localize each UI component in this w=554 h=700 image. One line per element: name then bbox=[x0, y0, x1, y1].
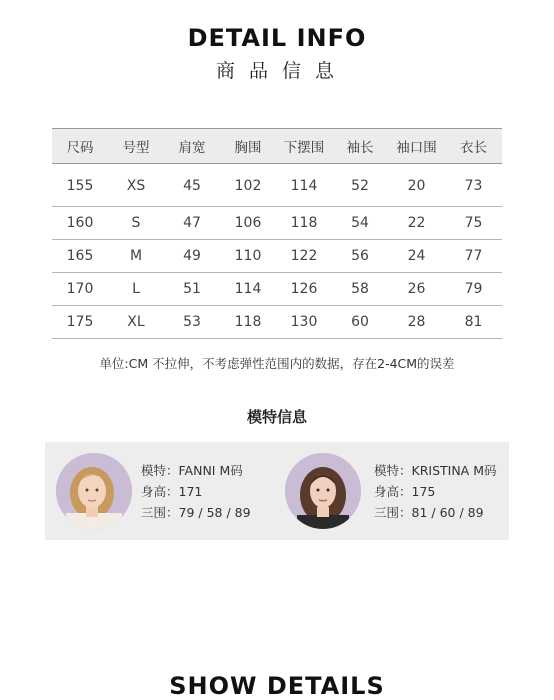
table-row bbox=[52, 164, 502, 207]
column-header: 袖口围 bbox=[388, 129, 445, 164]
detail-info-title: DETAIL INFO bbox=[187, 24, 367, 52]
table-cell: 28 bbox=[388, 306, 445, 339]
table-cell: 24 bbox=[388, 240, 445, 273]
table-cell: 170 bbox=[52, 273, 108, 306]
table-cell: L bbox=[108, 273, 164, 306]
size-table-header bbox=[52, 129, 502, 164]
table-cell: 45 bbox=[164, 164, 220, 207]
model-measurements: 三围：81 / 60 / 89 bbox=[374, 505, 484, 520]
table-cell: 53 bbox=[164, 306, 220, 339]
table-cell: 26 bbox=[388, 273, 445, 306]
table-cell: 73 bbox=[445, 164, 502, 207]
table-cell: 49 bbox=[164, 240, 220, 273]
table-cell: 22 bbox=[388, 207, 445, 240]
model-height: 身高：175 bbox=[374, 484, 436, 499]
table-cell: XS bbox=[108, 164, 164, 207]
table-cell: 114 bbox=[276, 164, 332, 207]
table-cell: 155 bbox=[52, 164, 108, 207]
column-header: 号型 bbox=[108, 129, 164, 164]
table-cell: 102 bbox=[220, 164, 276, 207]
model-details-fanni bbox=[141, 460, 251, 523]
model-measurements: 三围：79 / 58 / 89 bbox=[141, 505, 251, 520]
table-cell: 175 bbox=[52, 306, 108, 339]
table-cell: XL bbox=[108, 306, 164, 339]
model-height: 身高：171 bbox=[141, 484, 203, 499]
table-cell: 54 bbox=[332, 207, 388, 240]
model-info-panel bbox=[45, 442, 509, 540]
size-table bbox=[52, 128, 502, 339]
table-cell: 75 bbox=[445, 207, 502, 240]
table-cell: 81 bbox=[445, 306, 502, 339]
table-cell: 56 bbox=[332, 240, 388, 273]
column-header: 胸围 bbox=[220, 129, 276, 164]
model-name: 模特：KRISTINA M码 bbox=[374, 463, 497, 478]
table-cell: 118 bbox=[220, 306, 276, 339]
table-cell: 122 bbox=[276, 240, 332, 273]
table-cell: 160 bbox=[52, 207, 108, 240]
show-details-title: SHOW DETAILS bbox=[169, 672, 385, 700]
column-header: 袖长 bbox=[332, 129, 388, 164]
table-cell: 52 bbox=[332, 164, 388, 207]
detail-info-subtitle: 商 品 信 息 bbox=[215, 60, 339, 82]
measurement-note: 单位:CM 不拉伸，不考虑弹性范围内的数据，存在2-4CM的误差 bbox=[99, 356, 455, 371]
table-cell: 130 bbox=[276, 306, 332, 339]
table-cell: 114 bbox=[220, 273, 276, 306]
table-row bbox=[52, 207, 502, 240]
table-cell: M bbox=[108, 240, 164, 273]
column-header: 衣长 bbox=[445, 129, 502, 164]
table-cell: 165 bbox=[52, 240, 108, 273]
model-details-kristina bbox=[374, 460, 497, 523]
table-cell: 58 bbox=[332, 273, 388, 306]
model-info-title: 模特信息 bbox=[246, 408, 307, 426]
table-cell: 77 bbox=[445, 240, 502, 273]
column-header: 下摆围 bbox=[276, 129, 332, 164]
model-avatar-fanni bbox=[56, 453, 132, 529]
table-row bbox=[52, 306, 502, 339]
model-name: 模特：FANNI M码 bbox=[141, 463, 243, 478]
model-avatar-kristina bbox=[285, 453, 361, 529]
table-cell: 106 bbox=[220, 207, 276, 240]
table-cell: 118 bbox=[276, 207, 332, 240]
table-cell: 79 bbox=[445, 273, 502, 306]
table-row bbox=[52, 273, 502, 306]
table-cell: 110 bbox=[220, 240, 276, 273]
table-cell: S bbox=[108, 207, 164, 240]
column-header: 尺码 bbox=[52, 129, 108, 164]
table-row bbox=[52, 240, 502, 273]
table-cell: 20 bbox=[388, 164, 445, 207]
column-header: 肩宽 bbox=[164, 129, 220, 164]
table-cell: 60 bbox=[332, 306, 388, 339]
table-cell: 51 bbox=[164, 273, 220, 306]
table-cell: 47 bbox=[164, 207, 220, 240]
table-cell: 126 bbox=[276, 273, 332, 306]
